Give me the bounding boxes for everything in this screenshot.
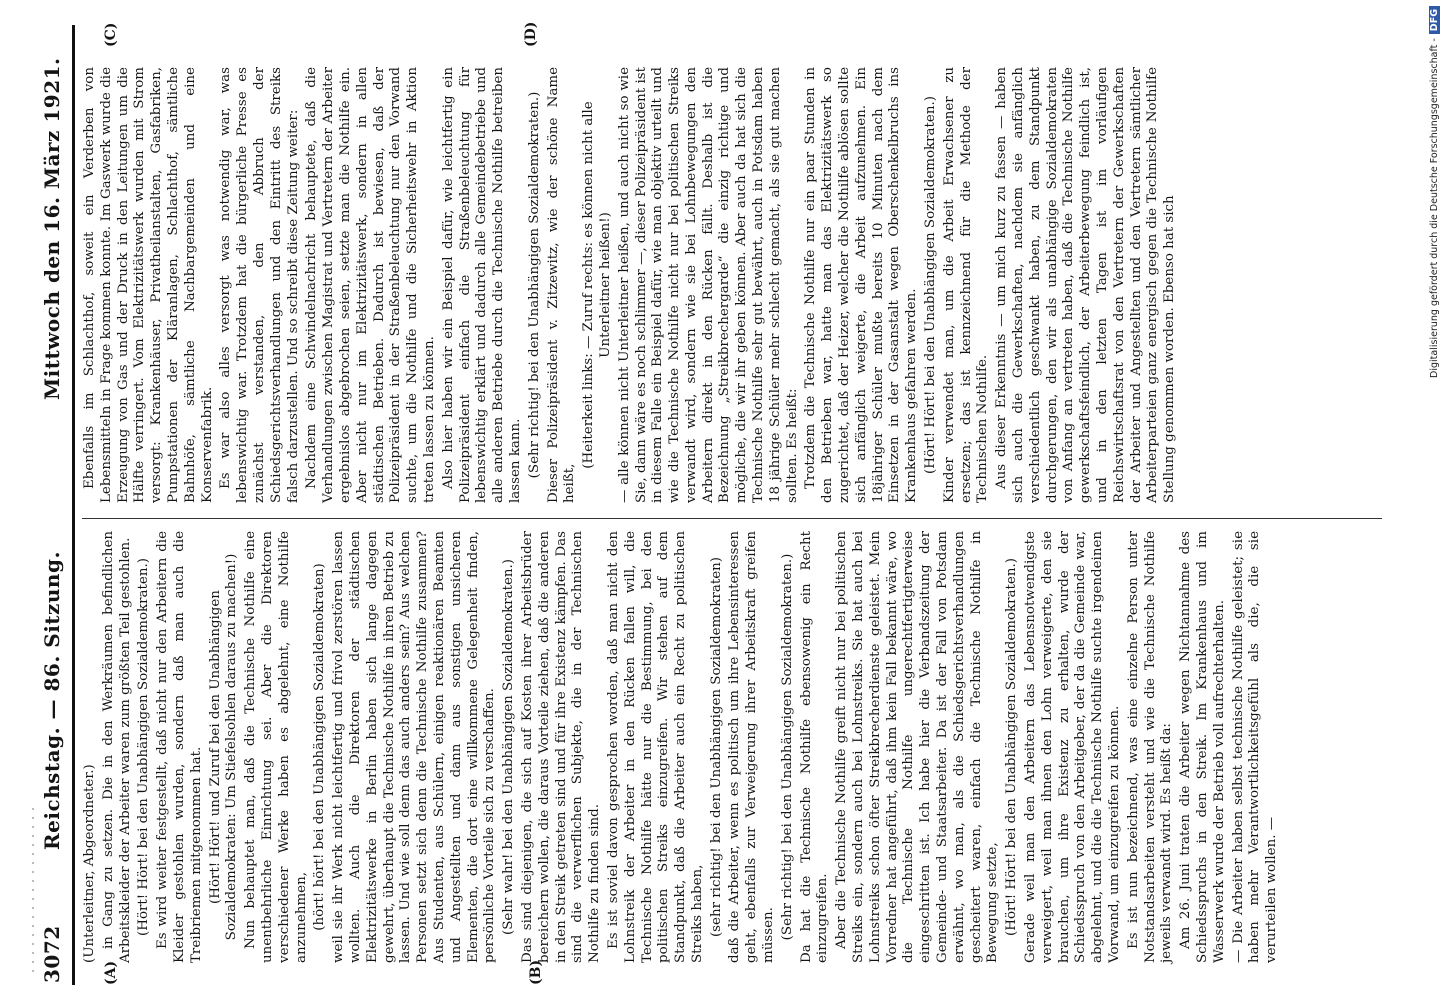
paragraph: weil sie ihr Werk nicht leichtfertig und frivol zerstören lassen wollten. Auch die Direktoren der städtischen Elektrizitätswerke in Berlin haben sich lange dagegen gewehrt, überhaupt die Technische Nothilfe in ihren Betrieb zu lassen. Und wie soll denn das auch anders sein? Aus welchen Personen setzt sich denn die Technische Nothilfe zusammen? Aus Studenten, aus Schülern, einigen reaktionären Beamten und Angestellten und dann aus sonstigen unsicheren Elementen, die dort eine willkommene Gelegenheit finden, persönliche Vorteile sich zu verschaffen. (331, 531, 498, 963)
interjection: (Hört! Hört! bei den Unabhängigen Sozialdemokraten.) (923, 96, 939, 474)
right-column (82, 67, 1392, 503)
header-right-title: Mittwoch den 16. März 1921. (40, 57, 64, 400)
margin-mark-a: (A) (103, 960, 119, 985)
paragraph: Da hat die Technische Nothilfe ebensowenig ein Recht einzugreifen. (798, 531, 831, 963)
dfg-logo: DFG (1429, 6, 1440, 34)
interjection: (Hört! Hört! und Zuruf bei den Unabhängigen Sozialdemokraten: Um Stiefelsohlen daraus zu machen!) (207, 553, 240, 941)
column-divider (82, 518, 1382, 519)
paragraph: — alle können nicht Unterleitner heißen, und auch nicht so wie Sie, dann wäre es noch schlimmer —, dieser Polizeipräsident ist in diesem Falle ein Beispiel dafür, wie man objektiv urteilt und wie die Technische Nothilfe nicht nur bei politischen Streiks verwandt wird, sondern wie sie bei Lohnbewegungen den Arbeitern direkt in den Rücken fällt. Deshalb ist die Bezeichnung „Streikbrechergarde“ die einzig richtige und mögliche, die wir ihr geben können. Aber auch da hat sich die Technische Nothilfe sehr gut bewährt, auch in Potsdam haben 18 jährige Schüler mehr schlecht gemacht, als sie gut machen sollten. Es heißt: (616, 67, 800, 503)
interjection: (Heiterkeit links: — Zuruf rechts: es können nicht alle Unterleitner heißen!) (581, 101, 613, 469)
interjection: (sehr richtig! bei den Unabhängigen Sozialdemokraten) (708, 556, 724, 938)
margin-mark-c: (C) (103, 22, 119, 47)
header-left-title: Reichstag. — 86. Sitzung. (40, 551, 64, 850)
scan-artifact (32, 808, 34, 978)
interjection: (Hört! Hört! bei den Unabhängigen Sozialdemokraten.) (136, 558, 152, 936)
quotation: Ebenfalls im Schlachthof, soweit ein Verderben von Lebensmitteln in Frage kommen konnte. Im Gaswerk wurde die Erzeugung von Gas und der Druck in den Leitungen um die Hälfte verringert. Vom Elektrizitätswerk wurden mit Strom versorgt: Krankenhäuser, Privatheilanstalten, Gasfabriken, Pumpstationen der Kläranlagen, Schlachthof, sämtliche Bahnhöfe, sämtliche Nachbargemeinden und eine Konservenfabrik. (82, 67, 215, 503)
interjection: (hört! hört! bei den Unabhängigen Sozialdemokraten) (312, 563, 328, 931)
paragraph: Nun behauptet man, daß die Technische Nothilfe eine unentbehrliche Einrichtung sei. Aber die Direktoren verschiedener Werke haben es abgelehnt, eine Nothilfe anzunehmen, (243, 531, 309, 963)
quotation: Am 26. Juni traten die Arbeiter wegen Nichtannahme des Schiedsspruchs in den Streik. Im Krankenhaus und im Wasserwerk wurde der Betrieb voll aufrechterhalten. (1178, 531, 1227, 963)
rotated-page (28, 21, 1408, 985)
paragraph: daß die Arbeiter, wenn es politisch um ihre Lebensinteressen geht, ebenfalls zur Verweigerung ihrer Arbeitskraft greifen müssen. (727, 531, 777, 963)
paragraph: Dieser Polizeipräsident v. Zitzewitz, wie der schöne Name heißt, (545, 67, 578, 503)
paragraph: Aus dieser Erkenntnis — um mich kurz zu fassen — haben sich auch die Gewerkschaften, nachdem sie anfänglich verschiedentlich geschwankt haben, zu dem Standpunkt durchgerungen, den wir als unabhängige Sozialdemokraten von Anfang an vertreten haben, daß die Technische Nothilfe gewerkschaftsfeindlich, der Arbeiterbewegung feindlich ist, und in den letzten Tagen ist im vorläufigen Reichswirtschaftsrat von den Vertretern der Gewerkschaften der Arbeiter und Angestellten und den Vertretern sämtlicher Arbeiterparteien ganz energisch gegen die Technische Nothilfe Stellung genommen worden. Ebenso hat sich (994, 67, 1178, 503)
quotation: Trotzdem die Technische Nothilfe nur ein paar Stunden in den Betrieben war, hatte man das Elektrizitätswerk so zugerichtet, daß der Heizer, welcher die Nothilfe ablösen sollte sich anfänglich weigerte, die Arbeit aufzunehmen. Ein 18jähriger Schüler mußte bereits 10 Minuten nach dem Einsetzen in der Gasanstalt wegen Oberschenkelbruchs ins Krankenhaus gefahren werden. (803, 67, 920, 503)
page-number: 3072 (40, 925, 64, 983)
paragraph: Es ist nun bezeichnend, was eine einzelne Person unter Notstandsarbeiten versteht und wie die Technische Nothilfe jeweils verwandt wird. Es heißt da: (1125, 531, 1175, 963)
paragraph: Aber die Technische Nothilfe greift nicht nur bei politischen Streiks ein, sondern auch bei Lohnstreiks. Sie hat auch bei Lohnstreiks schon öfter Streikbrecherdienste geleistet. Mein Vorredner hat angeführt, daß ihm kein Fall bekannt wäre, wo die Technische Nothilfe ungerechtfertigterweise eingeschritten ist. Ich habe hier die Verbandszeitung der Gemeinde- und Staatsarbeiter. Da ist der Fall von Potsdam erwähnt, wo man, als die Schiedsgerichtsverhandlungen gescheitert waren, einfach die Technische Nothilfe in Bewegung setzte, (834, 531, 1001, 963)
page-header (28, 25, 70, 985)
interjection: (Hört! Hört! bei den Unabhängigen Sozialdemokraten.) (1004, 558, 1020, 936)
paragraph: Es ist soviel davon gesprochen worden, daß man nicht den Lohnstreik der Arbeiter in den Rücken fallen will, die Technische Nothilfe hätte nur die Bestimmung, bei den politischen Streiks einzugreifen. Wir stehen auf dem Standpunkt, daß die Arbeiter auch ein Recht zu politischen Streiks haben, (605, 531, 705, 963)
header-rule (72, 25, 75, 985)
margin-mark-b: (B) (528, 959, 544, 985)
paragraph: Also hier haben wir ein Beispiel dafür, wie leichtfertig ein Polizeipräsident einfach die Straßenbeleuchtung für lebenswichtig erklärt und dadurch alle Gemeindebetriebe und alle anderen Betriebe durch die Technische Nothilfe betreiben lassen kann. (440, 67, 523, 503)
margin-mark-d: (D) (523, 21, 539, 47)
paragraph: — Die Arbeiter haben selbst technische Nothilfe geleistet; sie haben mehr Verantwortlichkeitsgefühl als die, die sie verurteilen wollen. — (1230, 531, 1280, 963)
paragraph: Das sind diejenigen, die sich auf Kosten ihrer Arbeitsbrüder bereichern wollen, die daraus Vorteile ziehen, daß die anderen in den Streik getreten sind und für ihre Existenz kämpfen. Das sind die verwerflichen Subjekte, die in der Technischen Nothilfe zu finden sind. (519, 531, 603, 963)
left-column (82, 531, 1392, 963)
interjection: (Sehr wahr! bei den Unabhängigen Sozialdemokraten.) (501, 558, 517, 936)
speaker-line: (Unterleitner, Abgeordneter.) (82, 764, 97, 963)
paragraph: Gerade weil man den Arbeitern das Lebensnotwendigste verweigert, weil man ihnen den Lohn verweigerte, den sie brauchen, um ihre Existenz zu erhalten, wurde der Schiedsspruch von den Arbeitgeber, der da die Gemeinde war, abgelehnt, und die die Technische Nothilfe suchte irgendeinen Vorwand, um einzugreifen zu können. (1023, 531, 1123, 963)
paragraph: in Gang zu setzen. Die in den Werkräumen befindlichen Arbeitskleider der Arbeiter waren zum größten Teil gestohlen. (100, 531, 133, 963)
interjection: (Sehr richtig! bei den Unabhängigen Sozialdemokraten.) (526, 91, 542, 479)
paragraph: Es war also alles versorgt was notwendig war, was lebenswichtig war. Trotzdem hat die bürgerliche Presse es zunächst verstanden, den Abbruch der Schiedsgerichtsverhandlungen und den Eintritt des Streiks falsch darzustellen. Und so schreibt diese Zeitung weiter: (218, 67, 301, 503)
quotation: Nachdem eine Schwindelnachricht behauptete, daß die Verhandlungen zwischen Magistrat und Vertretern der Arbeiter ergebnislos abgebrochen seien, setzte man die Nothilfe ein. Aber nicht nur im Elektrizitätswerk, sondern in allen städtischen Betrieben. Dadurch ist bewiesen, daß der Polizeipräsident in der Straßenbeleuchtung nur den Vorwand suchte, um die Nothilfe und die Sicherheitswehr in Aktion treten lassen zu können. (304, 67, 437, 503)
digitization-credit (1417, 6, 1440, 996)
credit-text: Digitalisierung gefördert durch die Deutsche Forschungsgemeinschaft - (1429, 38, 1440, 378)
paragraph: Kinder verwendet man, um die Arbeit Erwachsener zu ersetzen; das ist kennzeichnend für die Methode der Technischen Nothilfe. (941, 67, 991, 503)
interjection: (Sehr richtig! bei den Unabhängigen Sozialdemokraten.) (779, 553, 795, 941)
paragraph: Es wird weiter festgestellt, daß nicht nur den Arbeitern die Kleider gestohlen wurden, sondern daß man auch die Treibriemen mitgenommen hat. (155, 531, 204, 963)
